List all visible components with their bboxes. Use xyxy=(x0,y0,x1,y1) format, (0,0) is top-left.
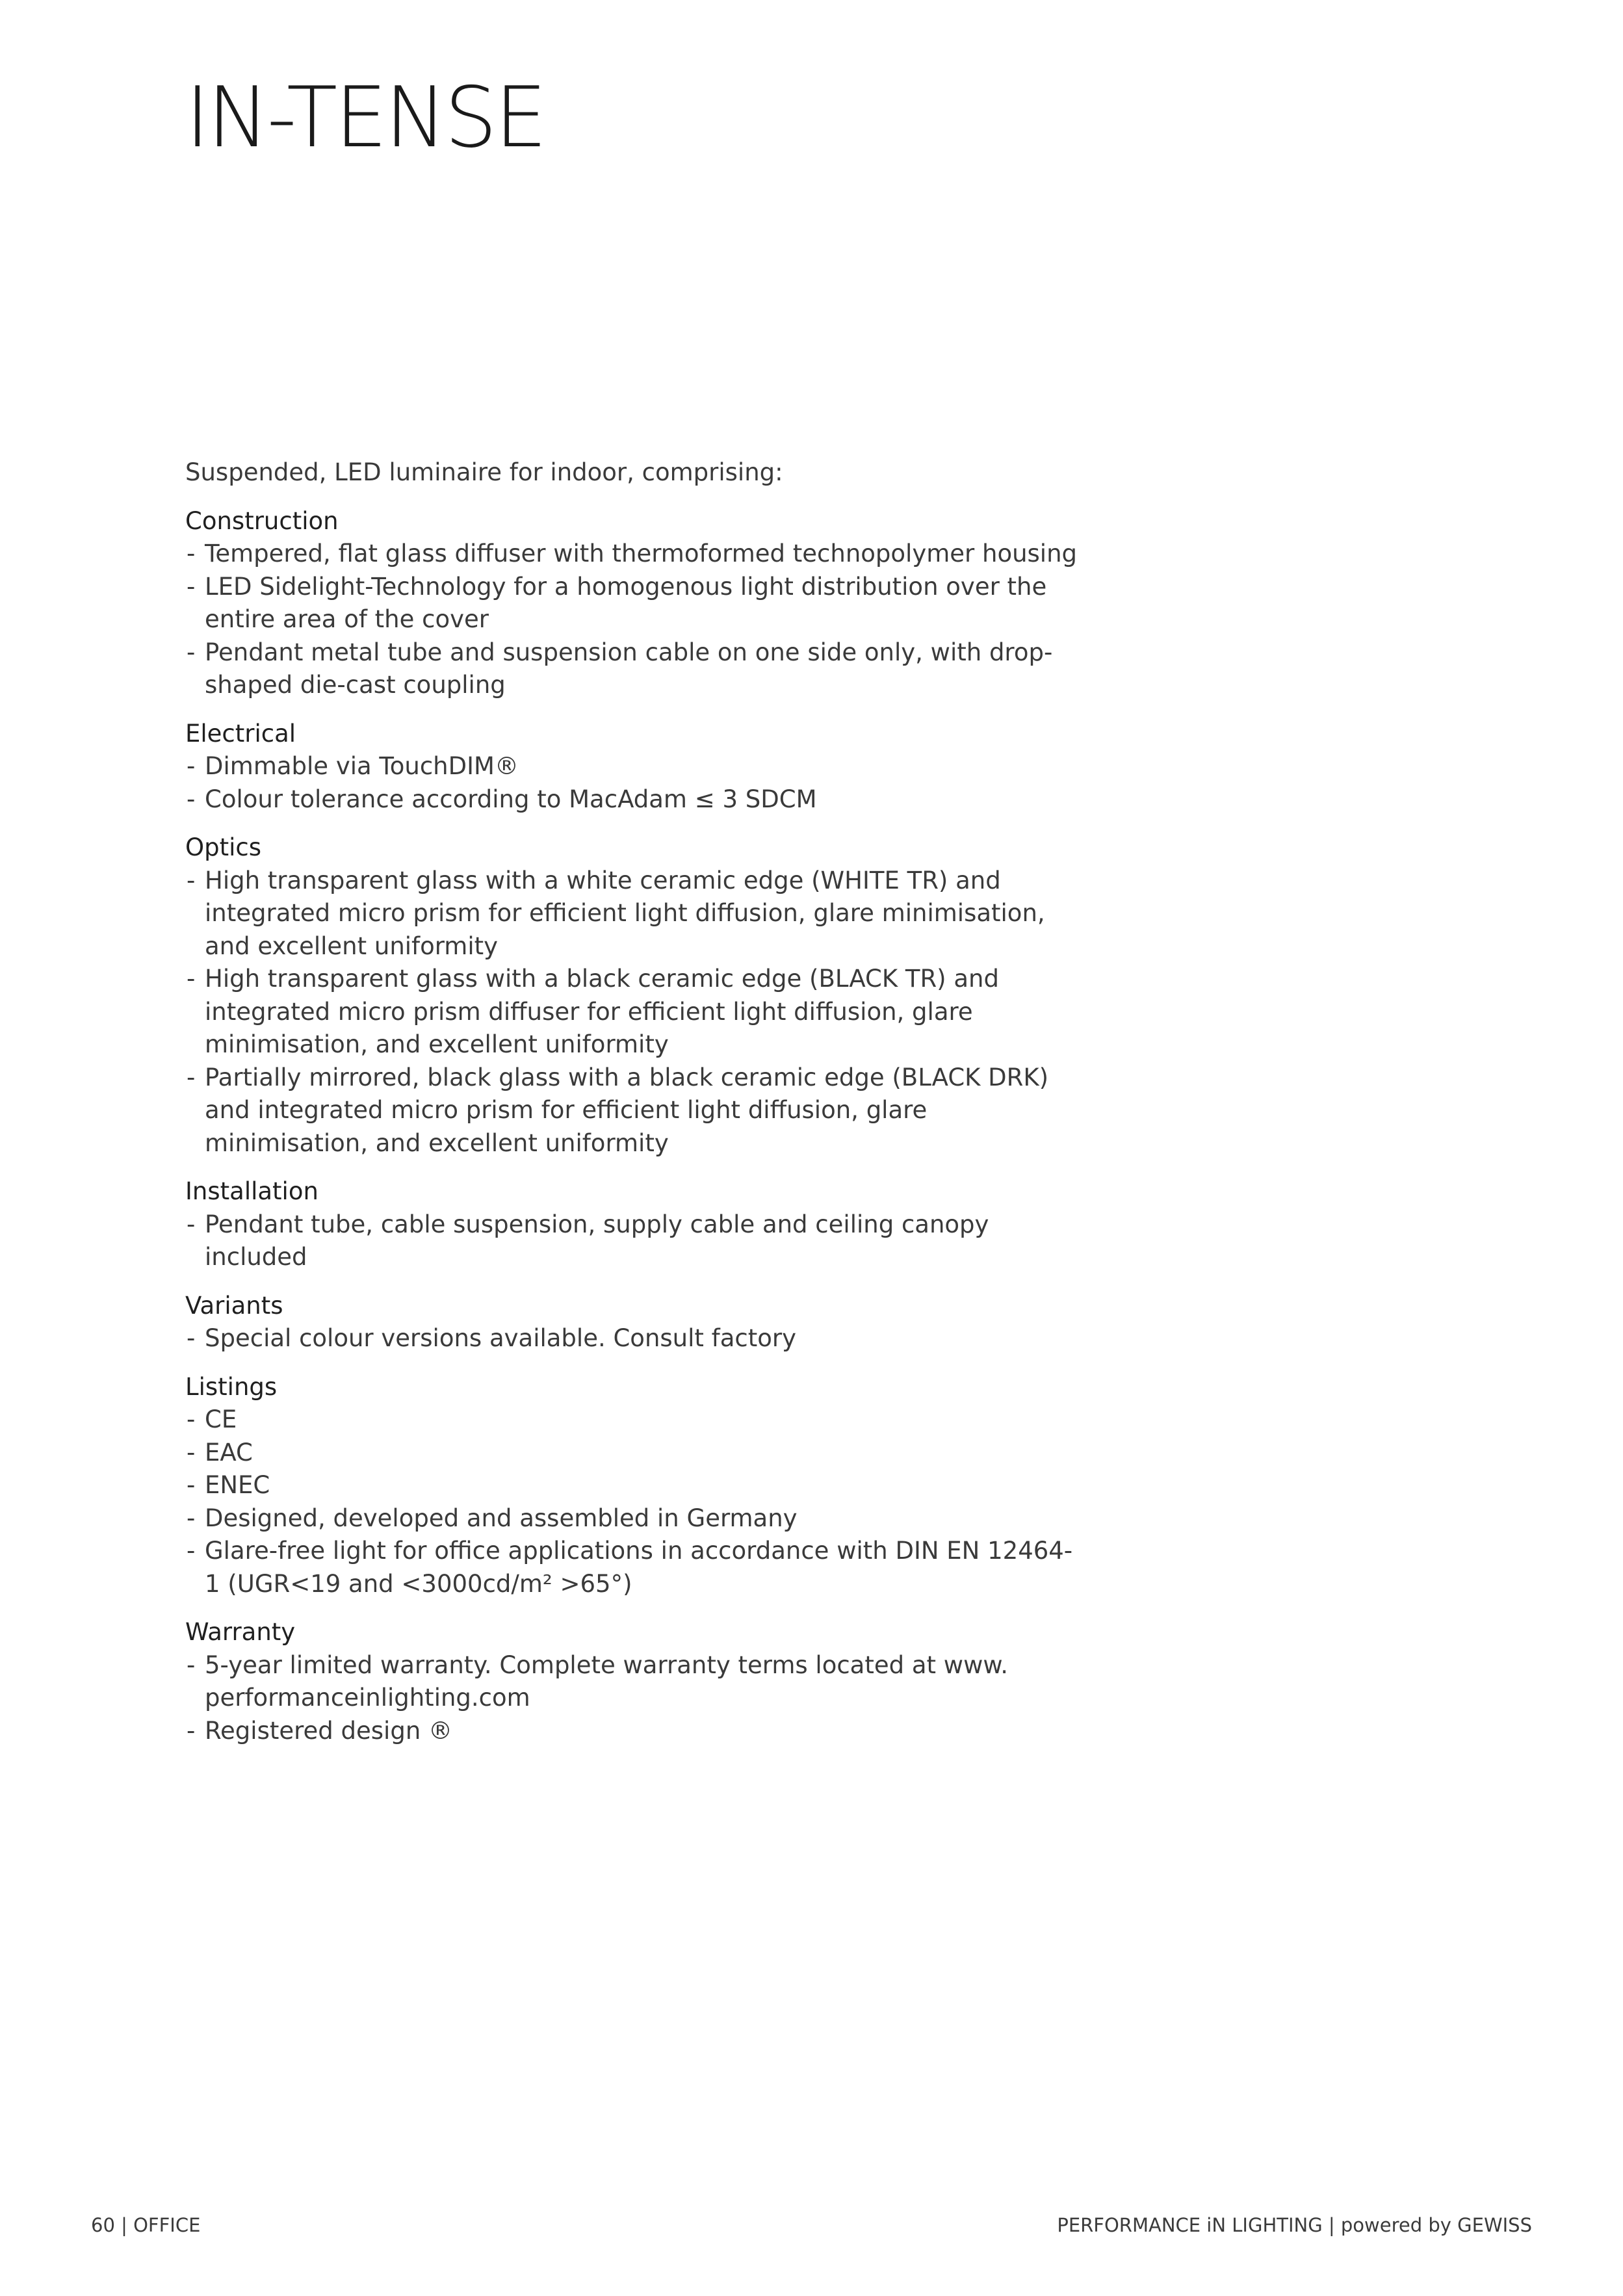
list-item: - LED Sidelight-Technology for a homogenous light distribution over the entire area of the cover xyxy=(185,571,1082,636)
section-heading: Warranty xyxy=(185,1618,296,1646)
spec-content xyxy=(185,456,1082,1763)
section-list xyxy=(185,1403,1082,1600)
section-warranty xyxy=(185,1616,1082,1747)
list-item: - 5-year limited warranty. Complete warranty terms located at www. performanceinlighting.com xyxy=(185,1649,1082,1715)
section-heading: Listings xyxy=(185,1372,278,1401)
section-electrical xyxy=(185,718,1082,816)
section-heading: Variants xyxy=(185,1291,283,1320)
section-list xyxy=(185,750,1082,816)
list-item: - High transparent glass with a white ceramic edge (WHITE TR) and integrated micro prism for efficient light diffusion, glare minimisation, and excellent uniformity xyxy=(185,865,1082,963)
section-heading: Optics xyxy=(185,833,262,861)
section-construction xyxy=(185,505,1082,702)
list-item: - Registered design ® xyxy=(185,1715,1082,1748)
list-item: - Glare-free light for office applications in accordance with DIN EN 12464-1 (UGR<19 and <3000cd/m² >65°) xyxy=(185,1535,1082,1600)
section-list xyxy=(185,1649,1082,1748)
list-item: - Pendant tube, cable suspension, supply cable and ceiling canopy included xyxy=(185,1208,1082,1274)
section-list xyxy=(185,1208,1082,1274)
intro-text: Suspended, LED luminaire for indoor, comprising: xyxy=(185,458,783,486)
section-listings xyxy=(185,1371,1082,1601)
footer-brand: PERFORMANCE iN LIGHTING | powered by GEWISS xyxy=(1057,2214,1532,2236)
list-item: - High transparent glass with a black ceramic edge (BLACK TR) and integrated micro prism diffuser for efficient light diffusion, glare minimisation, and excellent uniformity xyxy=(185,963,1082,1062)
list-item: - EAC xyxy=(185,1437,1082,1470)
list-item: - Tempered, flat glass diffuser with thermoformed technopolymer housing xyxy=(185,538,1082,571)
list-item: - Partially mirrored, black glass with a black ceramic edge (BLACK DRK) and integrated micro prism for efficient light diffusion, glare minimisation, and excellent uniformity xyxy=(185,1062,1082,1160)
page-title: IN-TENSE xyxy=(185,70,545,166)
section-heading: Installation xyxy=(185,1177,318,1205)
section-heading: Construction xyxy=(185,506,339,535)
section-heading: Electrical xyxy=(185,719,296,748)
section-list xyxy=(185,1322,1082,1355)
list-item: - Dimmable via TouchDIM® xyxy=(185,750,1082,783)
list-item: - Pendant metal tube and suspension cable on one side only, with drop-shaped die-cast coupling xyxy=(185,636,1082,702)
section-optics xyxy=(185,831,1082,1160)
list-item: - Colour tolerance according to MacAdam ≤ 3 SDCM xyxy=(185,783,1082,816)
list-item: - Special colour versions available. Consult factory xyxy=(185,1322,1082,1355)
section-list xyxy=(185,865,1082,1160)
list-item: - CE xyxy=(185,1403,1082,1437)
footer-page-number: 60 | OFFICE xyxy=(91,2214,201,2236)
section-list xyxy=(185,538,1082,702)
section-installation xyxy=(185,1175,1082,1274)
section-variants xyxy=(185,1290,1082,1355)
list-item: - ENEC xyxy=(185,1469,1082,1502)
list-item: - Designed, developed and assembled in Germany xyxy=(185,1502,1082,1535)
